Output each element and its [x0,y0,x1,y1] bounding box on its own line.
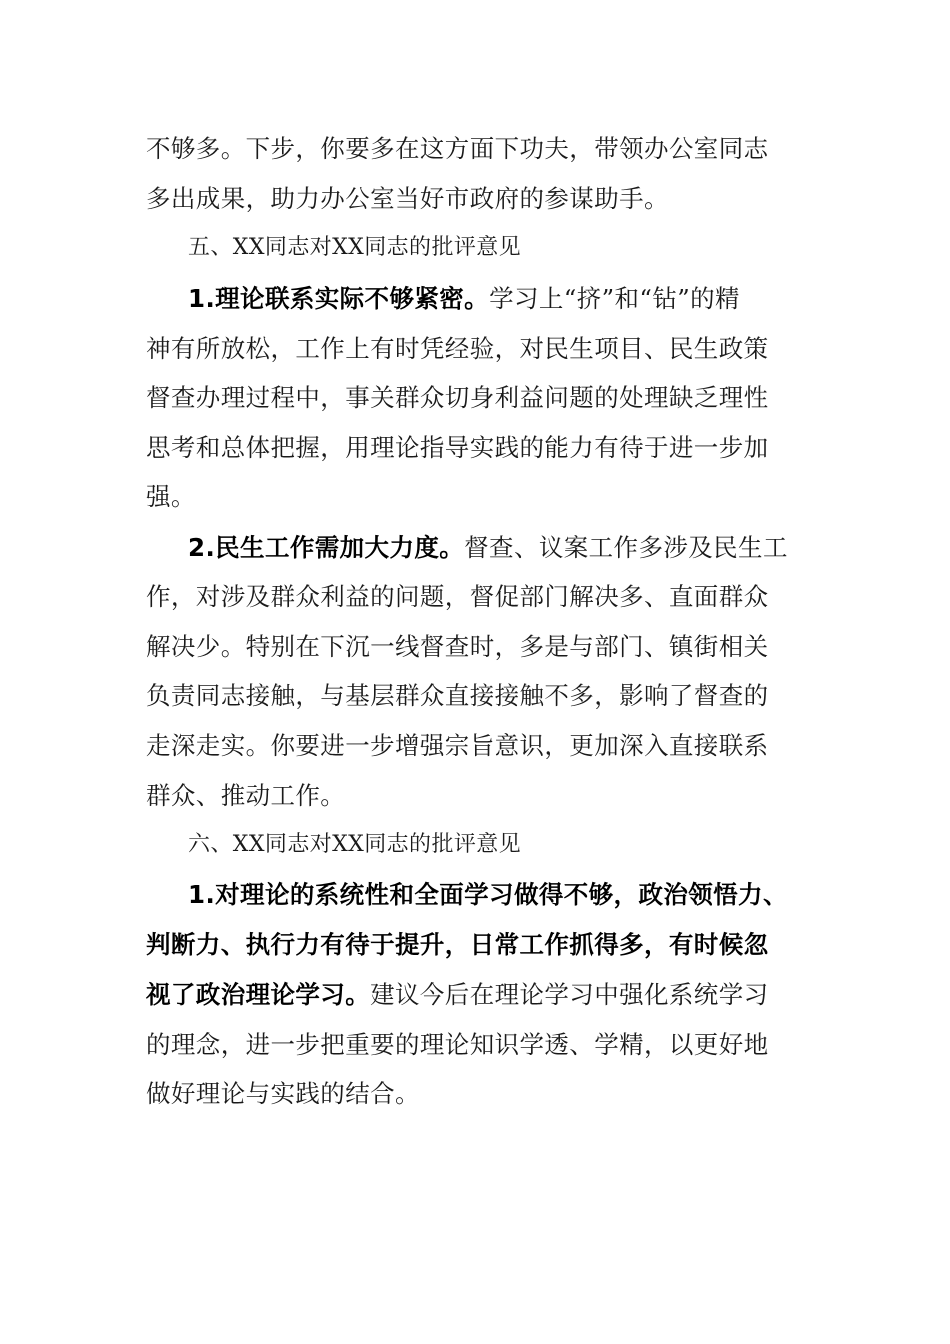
section-heading-5 [188,233,521,263]
paragraph-line [146,1030,816,1060]
text: 强。 [146,482,196,511]
item-title: 1.对理论的系统性和全面学习做得不够，政治领悟力、 [188,880,788,909]
paragraph-line [146,334,816,364]
text: 负责同志接触，与基层群众直接接触不多，影响了督查的 [146,681,769,710]
text: 建议今后在理论学习中强化系统学习 [370,980,769,1009]
item-title: 2.民生工作需加大力度。 [188,533,465,562]
paragraph-line [188,533,858,563]
text: 神有所放松，工作上有时凭经验，对民生项目、民生政策 [146,334,769,363]
paragraph-line [146,433,816,463]
paragraph-line [146,731,816,761]
text: 作，对涉及群众利益的问题，督促部门解决多、直面群众 [146,582,769,611]
text: 不够多。下步，你要多在这方面下功夫，带领办公室同志 [146,134,769,163]
text: 多出成果，助力办公室当好市政府的参谋助手。 [146,184,669,213]
paragraph-line [146,1079,816,1109]
paragraph-line [146,383,816,413]
paragraph-line [146,930,816,960]
item-title: 视了政治理论学习。 [146,980,371,1009]
item-title: 1.理论联系实际不够紧密。 [188,284,490,313]
paragraph-line [146,632,816,662]
paragraph-line [146,482,816,512]
paragraph-line [188,284,858,314]
heading-text: 五、XX同志对XX同志的批评意见 [188,235,522,260]
item-title: 判断力、执行力有待于提升，日常工作抓得多，有时候忽 [146,930,769,959]
paragraph-line [146,184,816,214]
text: 督查办理过程中，事关群众切身利益问题的处理缺乏理性 [146,383,769,412]
section-heading-6 [188,830,521,860]
paragraph-line [146,980,816,1010]
paragraph-line [146,681,816,711]
heading-text: 六、XX同志对XX同志的批评意见 [188,832,522,857]
text: 督查、议案工作多涉及民生工 [464,533,788,562]
text: 走深走实。你要进一步增强宗旨意识，更加深入直接联系 [146,731,769,760]
paragraph-line [188,880,858,910]
text: 的理念，进一步把重要的理论知识学透、学精，以更好地 [146,1030,769,1059]
text: 解决少。特别在下沉一线督查时，多是与部门、镇街相关 [146,632,769,661]
text: 思考和总体把握，用理论指导实践的能力有待于进一步加 [146,433,769,462]
paragraph-line [146,582,816,612]
paragraph-line [146,781,816,811]
text: 群众、推动工作。 [146,781,346,810]
text: 学习上“挤”和“钻”的精 [489,284,740,313]
text: 做好理论与实践的结合。 [146,1079,420,1108]
paragraph-line [146,134,816,164]
